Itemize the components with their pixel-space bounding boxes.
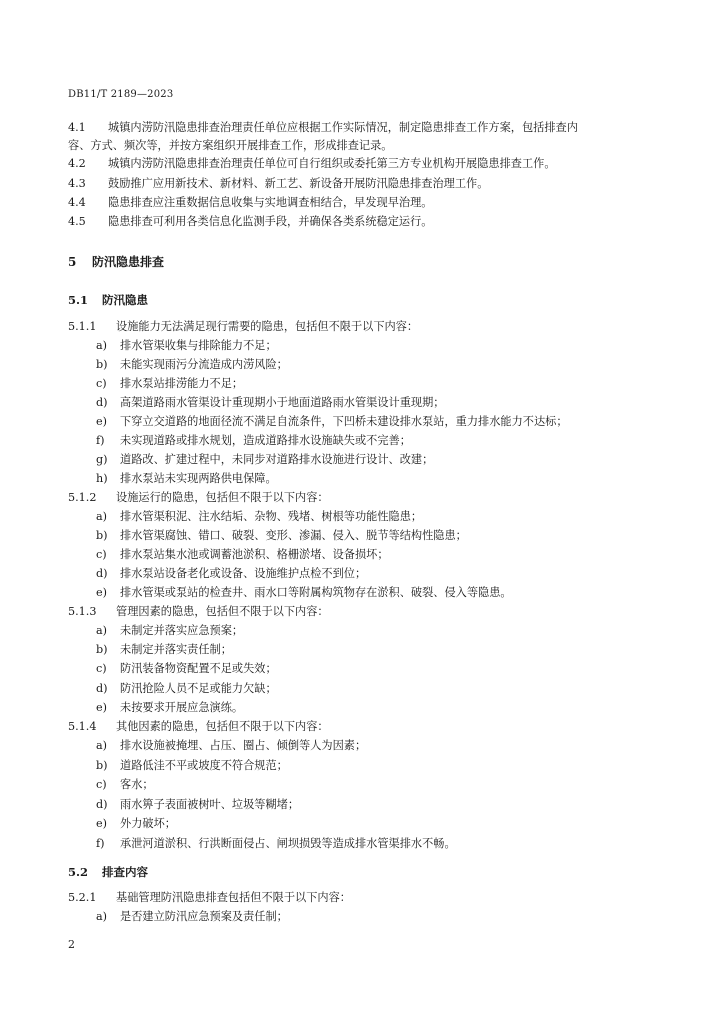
list-item — [96, 567, 366, 581]
list-item-label: c) — [96, 778, 107, 791]
list-item — [96, 910, 288, 924]
clause-4-4: 4.4 隐患排查应注重数据信息收集与实地调查相结合，早发现早治理。 — [68, 196, 433, 209]
list-item — [96, 662, 277, 676]
list-item — [96, 837, 456, 851]
list-item-label: a) — [96, 739, 108, 752]
list-item — [96, 529, 467, 543]
list-item — [96, 510, 422, 524]
list-item-text: 排水管渠收集与排除能力不足； — [120, 339, 277, 352]
list-item-text: 道路改、扩建过程中，未同步对道路排水设施进行设计、改建； — [120, 453, 434, 466]
list-item — [96, 434, 411, 448]
list-item-label: a) — [96, 339, 108, 352]
list-item — [96, 339, 277, 353]
list-item — [96, 377, 243, 391]
list-item-label: d) — [96, 797, 108, 811]
list-item-text: 未按要求开展应急演练。 — [120, 700, 244, 714]
list-item-label: b) — [96, 529, 108, 542]
list-item-text: 排水设施被掩埋、占压、圈占、倾倒等人为因素； — [120, 739, 367, 752]
list-item — [96, 624, 243, 638]
list-item-text: 防汛抢险人员不足或能力欠缺； — [120, 681, 277, 695]
list-item-text: 承泄河道淤积、行洪断面侵占、闸坝损毁等造成排水管渠排水不畅。 — [120, 836, 456, 850]
list-item-label: a) — [96, 910, 108, 923]
list-item-text: 排水管渠或泵站的检查井、雨水口等附属构筑物存在淤积、破裂、侵入等隐患。 — [120, 586, 512, 599]
list-item-text: 排水泵站集水池或调蓄池淤积、格栅淤堵、设备损坏； — [120, 548, 389, 561]
list-item-text: 排水管渠积泥、注水结垢、杂物、残堵、树根等功能性隐患； — [120, 510, 423, 523]
list-item-label: a) — [96, 510, 108, 523]
list-item-text: 高架道路雨水管渠设计重现期小于地面道路雨水管渠设计重现期； — [120, 396, 445, 409]
list-item-text: 客水； — [120, 778, 154, 791]
clause-4-3: 4.3 鼓励推广应用新技术、新材料、新工艺、新设备开展防汛隐患排查治理工作。 — [68, 177, 489, 190]
list-item — [96, 739, 366, 753]
list-item-text: 是否建立防汛应急预案及责任制； — [120, 910, 288, 923]
list-item — [96, 643, 232, 657]
list-item — [96, 453, 433, 467]
list-item-text: 未制定并落实应急预案； — [120, 624, 244, 637]
list-item — [96, 415, 568, 429]
list-item — [96, 778, 154, 792]
list-item-label: c) — [96, 548, 107, 561]
section-5-2-heading: 5.2 排查内容 — [68, 865, 148, 879]
list-item-label: a) — [96, 624, 108, 637]
list-item-text: 雨水箅子表面被树叶、垃圾等糊堵； — [120, 797, 300, 811]
list-item-label: b) — [96, 358, 108, 371]
list-item-label: f) — [96, 434, 105, 447]
list-item — [96, 759, 288, 773]
clause-4-1: 4.1 城镇内涝防汛隐患排查治理责任单位应根据工作实际情况，制定隐患排查工作方案，包括排查内 — [68, 121, 578, 134]
list-item-text: 排水泵站设备老化或设备、设施维护点检不到位； — [120, 567, 367, 580]
list-item-label: e) — [96, 415, 107, 428]
list-item-label: c) — [96, 377, 107, 390]
list-item — [96, 396, 444, 410]
list-item-text: 排水泵站排涝能力不足； — [120, 377, 244, 390]
list-item — [96, 817, 176, 831]
clause-5-1-1: 5.1.1 设施能力无法满足现行需要的隐患，包括但不限于以下内容： — [68, 320, 419, 333]
list-item-label: f) — [96, 836, 105, 850]
clause-5-1-4: 5.1.4 其他因素的隐患，包括但不限于以下内容： — [68, 720, 329, 733]
list-item — [96, 548, 389, 562]
list-item-label: e) — [96, 817, 107, 830]
clause-4-1-continued: 容、方式、频次等，并按方案组织开展排查工作，形成排查记录。 — [68, 139, 393, 152]
list-item-text: 排水泵站未实现两路供电保障。 — [120, 472, 277, 485]
list-item-label: e) — [96, 700, 107, 714]
list-item — [96, 798, 299, 812]
list-item-label: d) — [96, 567, 108, 580]
page-number: 2 — [68, 938, 75, 951]
list-item-text: 未制定并落实责任制； — [120, 643, 232, 657]
section-5-1-heading: 5.1 防汛隐患 — [68, 293, 148, 307]
clause-4-5: 4.5 隐患排查可利用各类信息化监测手段，并确保各类系统稳定运行。 — [68, 215, 433, 228]
list-item-text: 排水管渠腐蚀、错口、破裂、变形、渗漏、侵入、脱节等结构性隐患； — [120, 529, 467, 542]
document-code-header: DB11/T 2189—2023 — [68, 89, 174, 100]
clause-5-1-2: 5.1.2 设施运行的隐患，包括但不限于以下内容： — [68, 491, 329, 504]
list-item — [96, 586, 512, 600]
list-item-label: d) — [96, 396, 108, 409]
list-item — [96, 682, 277, 696]
list-item — [96, 472, 277, 486]
list-item-label: c) — [96, 662, 107, 676]
list-item-label: g) — [96, 453, 108, 466]
clause-4-2: 4.2 城镇内涝防汛隐患排查治理责任单位可自行组织或委托第三方专业机构开展隐患排查工作。 — [68, 157, 556, 170]
clause-5-1-3: 5.1.3 管理因素的隐患，包括但不限于以下内容： — [68, 605, 329, 618]
list-item-label: b) — [96, 643, 108, 657]
list-item-text: 未实现道路或排水规划，造成道路排水设施缺失或不完善； — [120, 434, 411, 447]
list-item — [96, 701, 243, 715]
list-item-label: b) — [96, 758, 108, 772]
list-item-text: 外力破坏； — [120, 817, 176, 830]
list-item-text: 未能实现雨污分流造成内涝风险； — [120, 358, 288, 371]
clause-5-2-1: 5.2.1 基础管理防汛隐患排查包括但不限于以下内容： — [68, 891, 351, 904]
list-item — [96, 358, 288, 372]
list-item-text: 防汛装备物资配置不足或失效； — [120, 662, 277, 676]
list-item-label: d) — [96, 681, 108, 695]
section-5-heading: 5 防汛隐患排查 — [68, 255, 165, 269]
list-item-text: 下穿立交道路的地面径流不满足自流条件，下凹桥未建设排水泵站，重力排水能力不达标； — [120, 415, 568, 428]
list-item-label: e) — [96, 586, 107, 599]
list-item-label: h) — [96, 472, 108, 485]
list-item-text: 道路低洼不平或坡度不符合规范； — [120, 758, 288, 772]
